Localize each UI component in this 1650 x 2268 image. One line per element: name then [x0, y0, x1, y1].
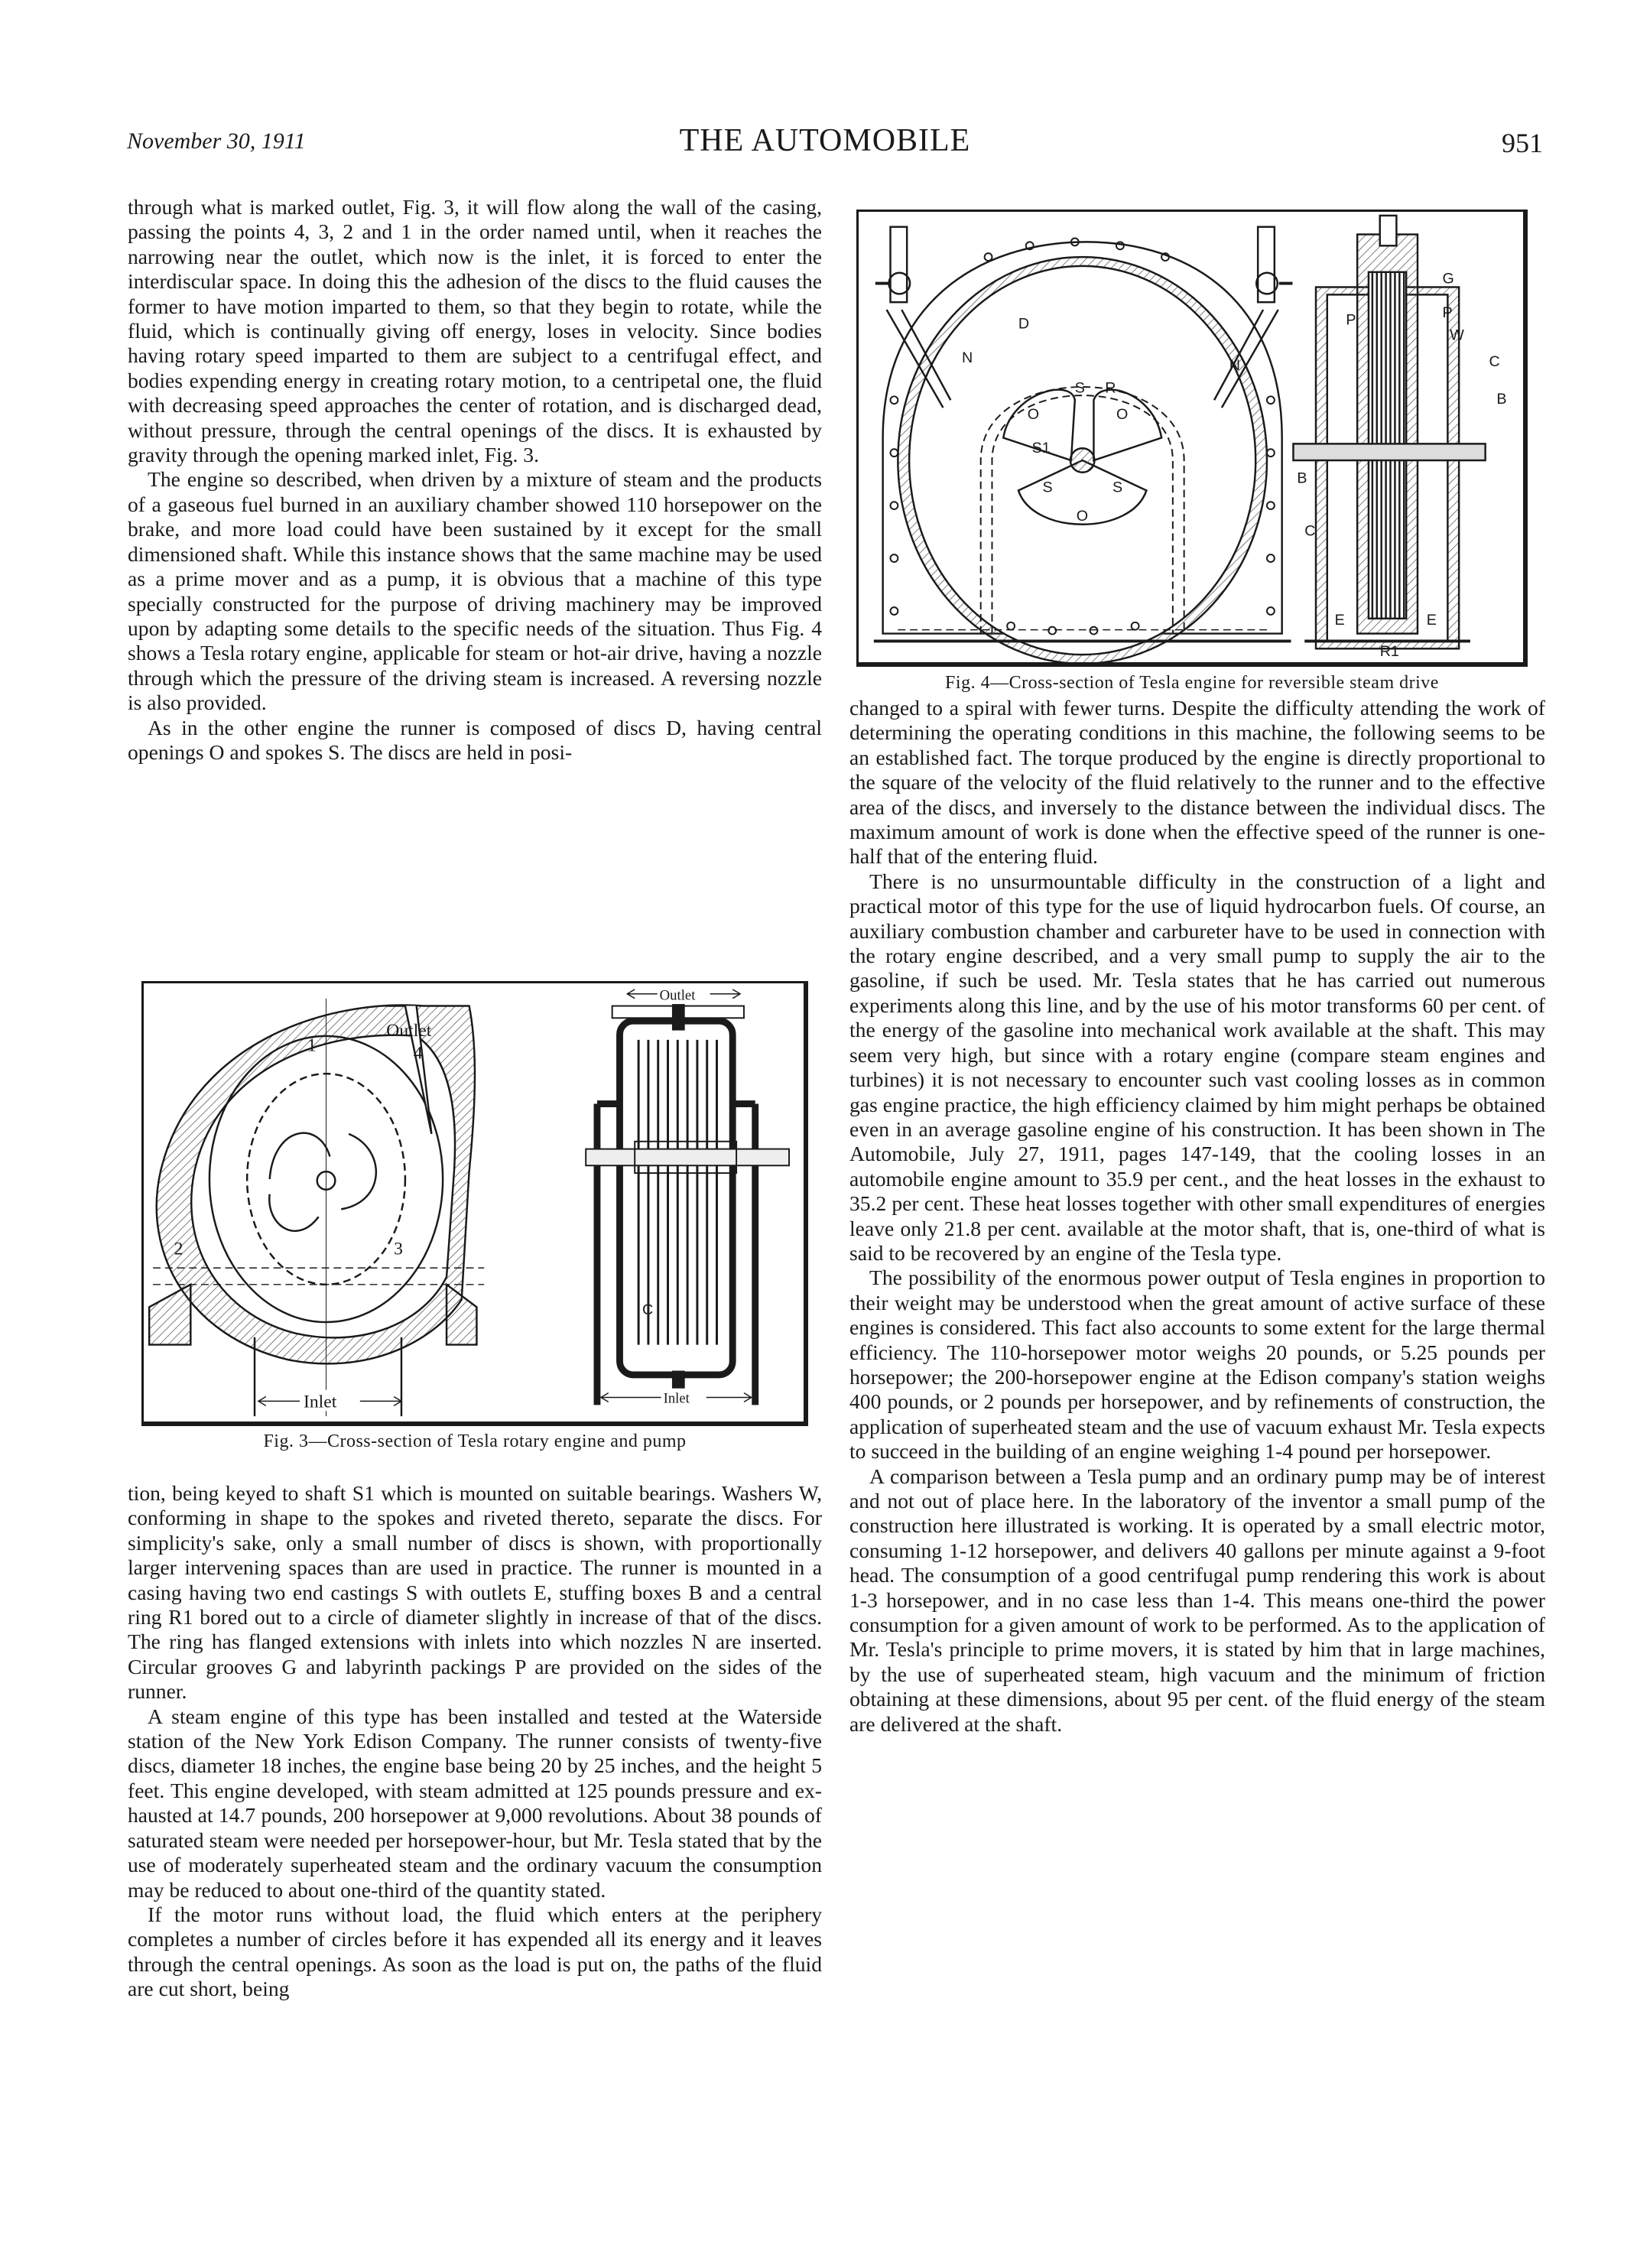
fig3-label-1: 1: [307, 1035, 317, 1056]
fig3-outlet-dimension-arrow: [601, 989, 752, 1402]
figure-3: [141, 981, 808, 1426]
figure-3-drawing: [144, 983, 804, 1422]
issue-date: November 30, 1911: [127, 128, 306, 154]
fig3-label-3: 3: [394, 1239, 403, 1259]
paragraph: If the motor runs without load, the fluid which enters at the periphery completes a number of circles before it has expended all its energy and it leaves through the central openings. As soon as the load is put on, the paths of the fluid are cut short, being: [128, 1902, 822, 2001]
fig4-label-r1: R1: [1379, 643, 1399, 661]
fig4-label-c-left: C: [1304, 522, 1316, 540]
figure-4-caption: Fig. 4—Cross-section of Tesla engine for reversible steam drive: [945, 673, 1439, 693]
pump-casing-end-view: [586, 1005, 789, 1405]
fig3-label-2: 2: [174, 1239, 184, 1259]
fig3-label-inlet: Inlet: [303, 1392, 337, 1412]
engine-side-view: [1293, 216, 1485, 648]
fig4-label-c-right: C: [1489, 353, 1500, 370]
fig3-label-outlet: Outlet: [386, 1020, 432, 1041]
paragraph: The possibility of the enormous power output of Tesla engines in proportion to their weight may be understood when the great amount of active surface of these engines is considered. This fact also accounts to some extent for the large thermal efficiency. The 110-horsepower motor weighs 20 pounds, or 5.25 pounds per horsepower; the 200-horsepower engine at the Edison company's station weighs 400 pounds, or 2 pounds per horsepower, and by refinements of construction, the application of superheated steam and the use of vacuum exhaust Mr. Tesla expects to succeed in the building of an engine weighing 1-4 pound per horsepower.: [849, 1266, 1545, 1464]
paragraph: tion, being keyed to shaft S1 which is mounted on suitable bearings. Washers W, conforming in shape to the spokes and riveted thereto, separate the discs. For simplicity's sake, only a small number of discs is shown, with proportionally larger intervening spaces than are used in practice. The runner is mounted in a casing having two end castings S with outlets E, stuffing boxes B and a central ring R1 bored out to a circle of diameter slightly in increase of that of the discs. The ring has flanged extensions with inlets into which nozzles N are inserted. Circular grooves G and labyrinth packings P are provided on the sides of the runner.: [128, 1481, 822, 1704]
fig3-label-inlet-end: Inlet: [663, 1390, 690, 1407]
pump-casing-side-view: [149, 999, 484, 1416]
paragraph: through what is marked outlet, Fig. 3, it will flow along the wall of the casing, passing the points 4, 3, 2 and 1 in the order named until, when it reaches the narrowing near the outlet, which now is the inlet, it is forced to enter the interdiscular space. In doing this the adhesion of the discs to the fluid causes the former to have motion imparted to them, so that they begin to rotate, while the fluid, which is continually giving off energy, loses in velocity. Since bodies having rotary speed imparted to them are subject to a centrifugal effect, and bodies expending energy in creating rotary motion, to a centripetal one, the fluid with decreasing speed approaches the center of rotation, and is discharged dead, without pressure, through the central openings of the discs. It is exhausted by gravity through the opening marked inlet, Fig. 3.: [128, 195, 822, 467]
fig3-label-outlet-end: Outlet: [659, 987, 696, 1004]
fig4-label-w: W: [1450, 327, 1464, 344]
fig3-label-4: 4: [413, 1043, 423, 1064]
engine-front-view: [874, 227, 1293, 662]
paragraph: A steam engine of this type has been installed and tested at the Waterside station of the New York Edison Company. The runner consists of twenty-five discs, diameter 18 inches, the engine base being 20 by 25 inches, and the height 5 feet. This engine developed, with steam admitted at 125 pounds pressure and exhausted at 14.7 pounds, 200 horsepower at 9,000 revolutions. About 38 pounds of saturated steam were needed per horsepower-hour, but Mr. Tesla stated that by the use of moderately superheated steam and the ordinary vacuum the consumption may be reduced to about one-third of the quantity stated.: [128, 1704, 822, 1902]
paragraph: The engine so described, when driven by a mixture of steam and the products of a gaseous fuel burned in an auxiliary chamber showed 110 horsepower on the brake, and more load could have been sustained by it except for the small dimensioned shaft. While this instance shows that the same machine may be used as a prime mover and as a pump, it is obvious that a machine of this type specially constructed for the purpose of driving machinery may be improved upon by adapting some details to the specific needs of the situation. Thus Fig. 4 shows a Tesla rotary engine, applicable for steam or hot-air drive, having a nozzle through which the pressure of the driving steam is increased. A reversing nozzle is also provided.: [128, 467, 822, 715]
fig4-label-g: G: [1442, 270, 1454, 288]
paragraph: As in the other engine the runner is composed of discs D, having central openings O and spokes S. The discs are held in posi-: [128, 715, 822, 764]
fig4-label-p-left: P: [1346, 311, 1356, 329]
publication-title: THE AUTOMOBILE: [679, 123, 971, 158]
fig4-label-o-bottom: O: [1076, 507, 1089, 525]
fig4-label-s-left: S: [1042, 479, 1053, 496]
left-column-bottom: [128, 1481, 822, 2002]
left-column-top: [128, 195, 822, 765]
fig4-label-p-right: P: [1442, 304, 1453, 321]
fig4-label-b-left: B: [1297, 470, 1307, 487]
paragraph: There is no unsurmountable difficulty in the construction of a light and practical motor of this type for the use of liquid hydrocarbon fuels. Of course, an auxiliary combustion chamber and carbureter have to be used in connection with the rotary engine described, and a very small pump to supply the air to the gasoline, if such be used. Mr. Tesla states that he has carried out numerous experiments along this line, and by the use of his motor transforms 60 per cent. of the energy of the gasoline into mechanical work available at the shaft. This may seem very high, but since with a rotary engine (compare steam engines and turbines) it is not necessary to encounter such vast cooling losses as in common gas engine practice, the high efficiency claimed by him might perhaps be obtained even in an average gasoline engine of his construction. It has been shown in The Automobile, July 27, 1911, pages 147-149, that the cooling losses in an automobile engine amount to 35.9 per cent., and the heat losses in the exhaust to 35.2 per cent. These heat losses together with other small expenditures of energies leave only 21.8 per cent. available at the motor shaft, that is, one-third of what is said to be recovered by an engine of the Tesla type.: [849, 869, 1545, 1265]
figure-4-drawing: [859, 212, 1523, 662]
fig4-label-s-top: S: [1074, 379, 1085, 397]
fig4-label-n-right: N: [1229, 356, 1240, 374]
fig4-label-e-right: E: [1426, 611, 1437, 629]
figure-4: [856, 210, 1528, 667]
fig4-label-s-right: S: [1112, 479, 1123, 496]
right-column: [849, 696, 1545, 1737]
fig4-label-e-left: E: [1334, 611, 1345, 629]
figure-3-caption: Fig. 3—Cross-section of Tesla rotary engine and pump: [263, 1431, 687, 1451]
fig4-label-r: R: [1105, 379, 1116, 397]
fig4-label-n-left: N: [962, 349, 973, 366]
fig3-label-c: C: [642, 1301, 654, 1319]
paragraph: changed to a spiral with fewer turns. Despite the difficulty attending the work of determining the operating conditions in this machine, the following seems to be an established fact. The torque produced by the engine is directly proportional to the square of the velocity of the fluid relatively to the runner and to the effective area of the discs, and inversely to the distance between the individual discs. The maximum amount of work is done when the effective speed of the runner is one-half that of the entering fluid.: [849, 696, 1545, 869]
fig4-label-o-left: O: [1027, 405, 1040, 423]
fig4-label-d: D: [1018, 315, 1030, 333]
fig4-label-o-right: O: [1116, 405, 1129, 423]
fig4-label-b-right: B: [1496, 391, 1507, 408]
fig4-label-s1: S1: [1031, 440, 1051, 457]
paragraph: A comparison between a Tesla pump and an ordinary pump may be of interest and not out of place here. In the laboratory of the inventor a small pump of the construction here illustrated is working. It is operated by a small electric motor, consuming 1-12 horsepower, and delivers 40 gallons per minute against a 9-foot head. The consumption of a good centrifugal pump rendering this work is about 1-3 horsepower, and in no case less than 1-4. This means one-third the power consumption for a given amount of work to be performed. As to the application of Mr. Tesla's principle to prime movers, it is stated by him that in large machines, by the use of superheated steam, high vacuum and the minimum of friction obtaining at these dimensions, about 95 per cent. of the fluid energy of the steam are delivered at the shaft.: [849, 1464, 1545, 1736]
page-number: 951: [1502, 128, 1543, 158]
